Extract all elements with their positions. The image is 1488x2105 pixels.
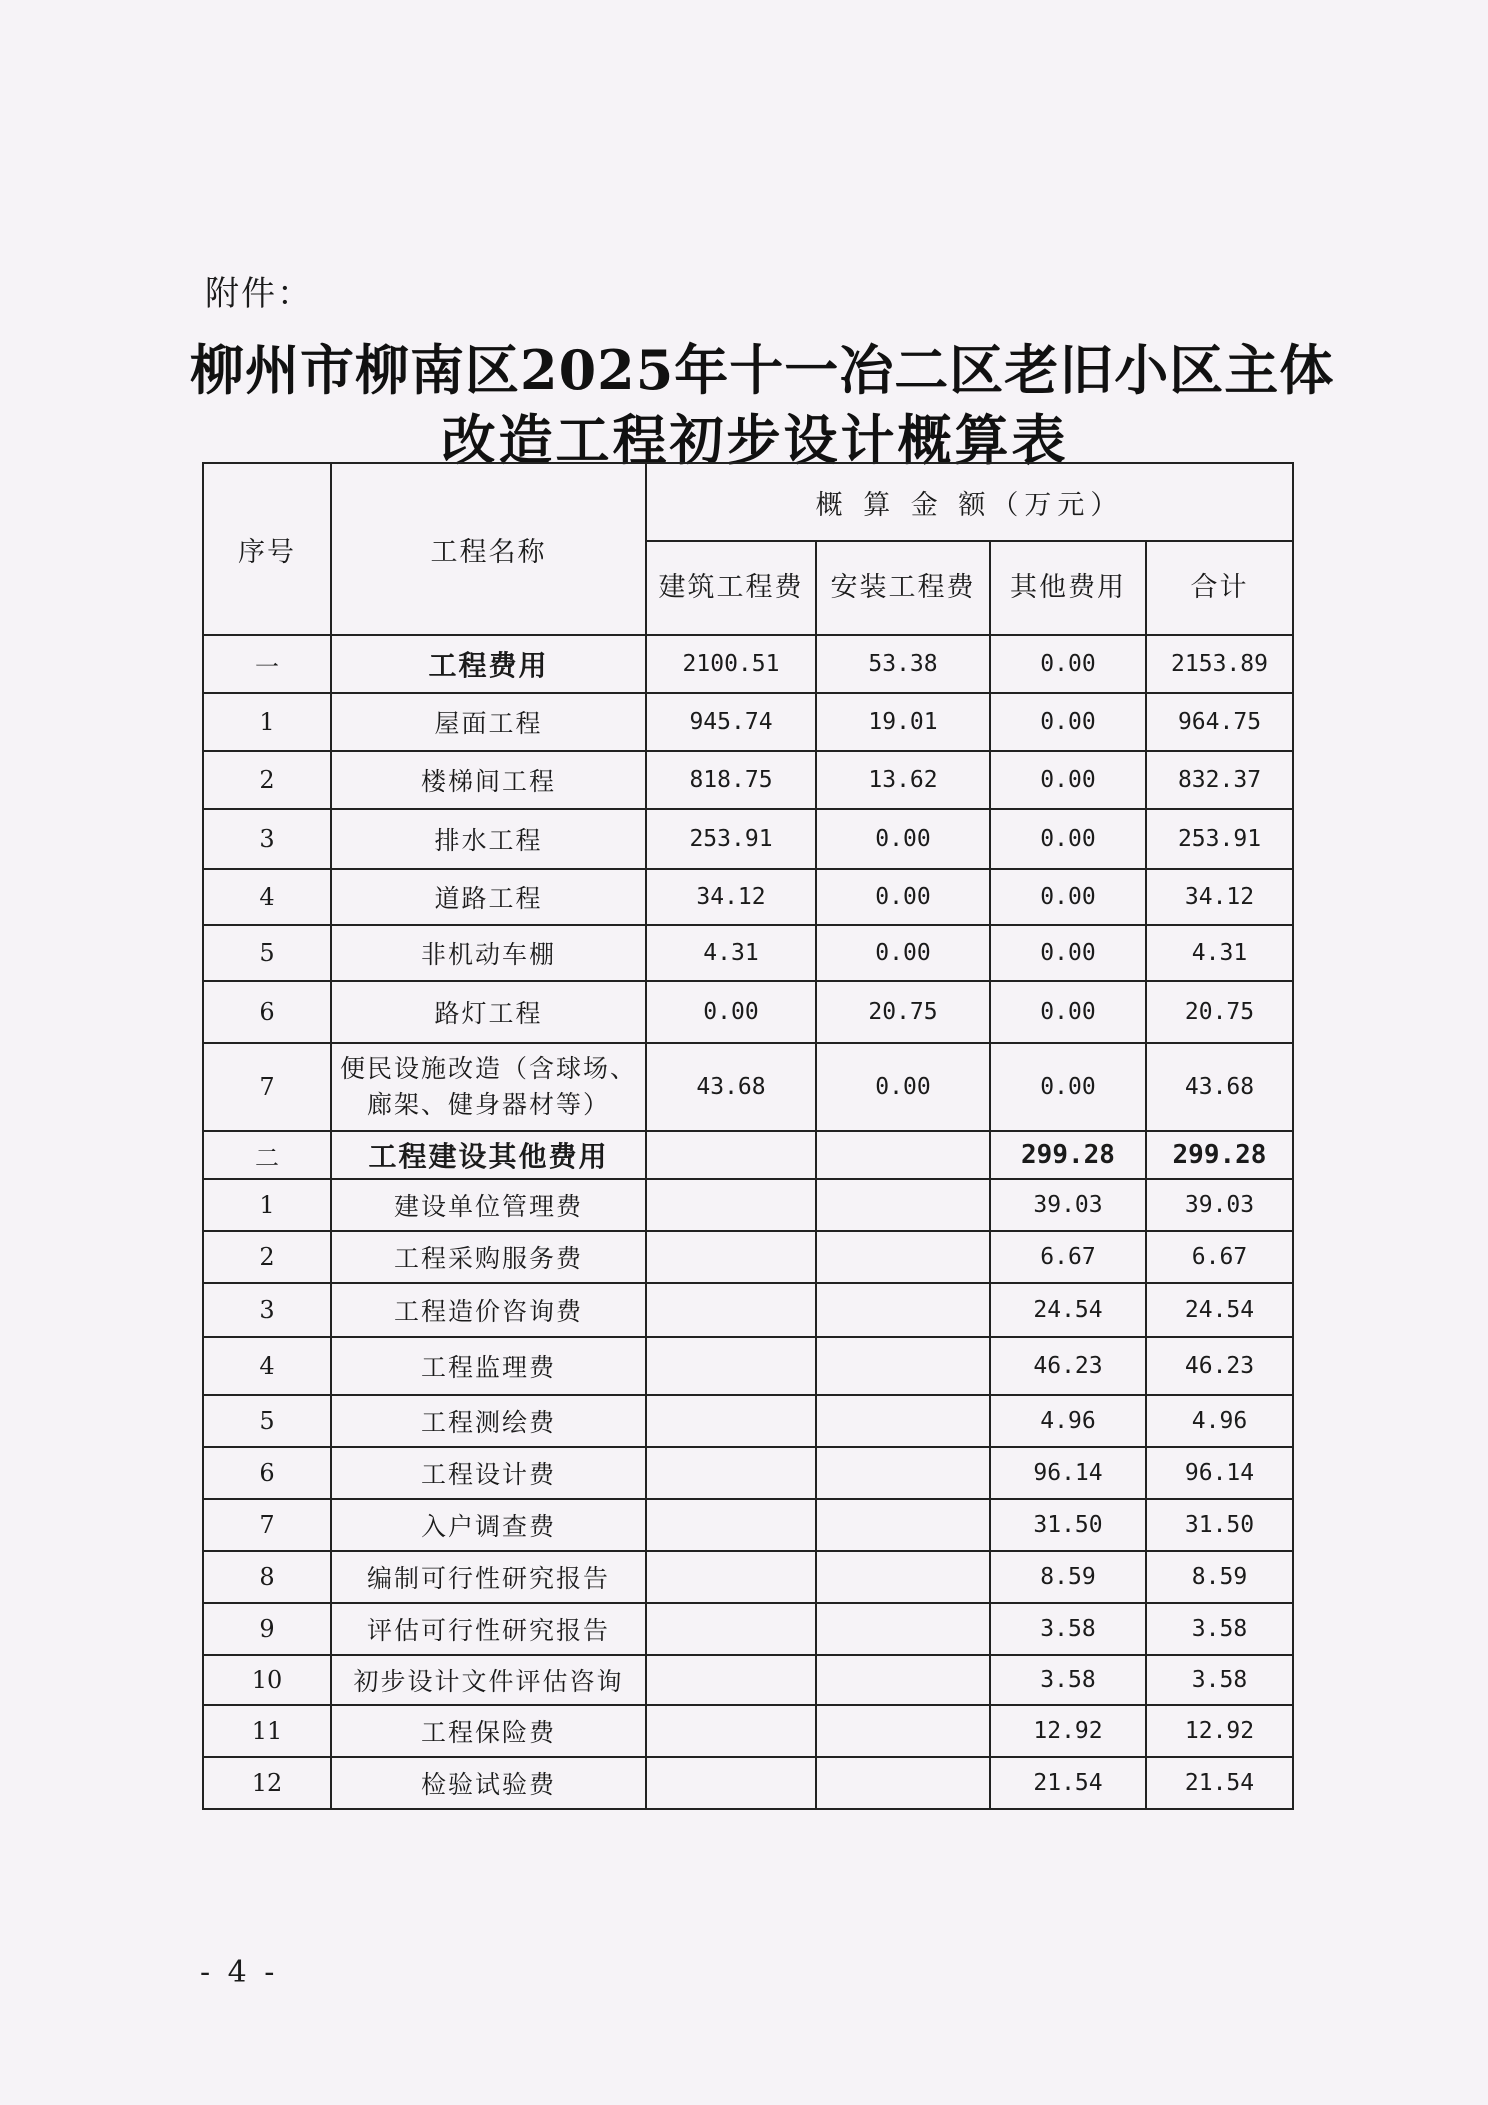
section-row [203, 1131, 1293, 1179]
row-total-cell: 832.37 [1146, 751, 1293, 809]
row-seq: 10 [203, 1655, 331, 1705]
row-installation-cell: 20.75 [816, 981, 990, 1043]
table-row [203, 1179, 1293, 1231]
table-row [203, 1705, 1293, 1757]
header-seq: 序号 [203, 463, 331, 635]
table-row [203, 869, 1293, 925]
row-total-cell: 3.58 [1146, 1655, 1293, 1705]
attachment-label: 附件： [205, 274, 313, 314]
row-installation-cell [816, 1655, 990, 1705]
row-other-cell: 0.00 [990, 809, 1146, 869]
row-project-name: 初步设计文件评估咨询 [331, 1655, 646, 1705]
row-installation-cell [816, 1231, 990, 1283]
row-construction-cell: 34.12 [646, 869, 816, 925]
row-seq: 7 [203, 1043, 331, 1131]
row-installation-cell [816, 1179, 990, 1231]
row-total-cell: 4.96 [1146, 1395, 1293, 1447]
row-seq: 9 [203, 1603, 331, 1655]
section-seq: 一 [203, 635, 331, 693]
row-project-name: 路灯工程 [331, 981, 646, 1043]
header-other-cost: 其他费用 [990, 541, 1146, 635]
row-total-cell: 964.75 [1146, 693, 1293, 751]
row-seq: 2 [203, 751, 331, 809]
budget-estimate-table [202, 462, 1294, 1810]
row-total-cell: 12.92 [1146, 1705, 1293, 1757]
row-other-cell: 0.00 [990, 981, 1146, 1043]
table-row [203, 1337, 1293, 1395]
table-row [203, 981, 1293, 1043]
row-construction-cell [646, 1395, 816, 1447]
row-seq: 3 [203, 1283, 331, 1337]
section-other-cell: 0.00 [990, 635, 1146, 693]
row-other-cell: 0.00 [990, 869, 1146, 925]
row-installation-cell: 0.00 [816, 809, 990, 869]
page-number: - 4 - [200, 1955, 279, 1990]
row-project-name: 工程监理费 [331, 1337, 646, 1395]
row-total-cell: 3.58 [1146, 1603, 1293, 1655]
row-total-cell: 8.59 [1146, 1551, 1293, 1603]
row-installation-cell: 19.01 [816, 693, 990, 751]
row-total-cell: 34.12 [1146, 869, 1293, 925]
table-row [203, 1499, 1293, 1551]
document-title-line-2: 改造工程初步设计概算表 [441, 408, 1069, 472]
row-construction-cell [646, 1655, 816, 1705]
row-installation-cell: 13.62 [816, 751, 990, 809]
row-seq: 6 [203, 981, 331, 1043]
section-name: 工程建设其他费用 [331, 1131, 646, 1179]
table-row [203, 693, 1293, 751]
row-installation-cell: 0.00 [816, 1043, 990, 1131]
row-total-cell: 4.31 [1146, 925, 1293, 981]
table-row [203, 1551, 1293, 1603]
document-title-line-1: 柳州市柳南区2025年十一冶二区老旧小区主体 [190, 338, 1335, 402]
row-seq: 4 [203, 1337, 331, 1395]
row-project-name: 评估可行性研究报告 [331, 1603, 646, 1655]
header-installation-cost: 安装工程费 [816, 541, 990, 635]
table-row [203, 925, 1293, 981]
row-construction-cell [646, 1603, 816, 1655]
row-seq: 11 [203, 1705, 331, 1757]
section-row [203, 635, 1293, 693]
row-other-cell: 31.50 [990, 1499, 1146, 1551]
table-row [203, 1283, 1293, 1337]
row-other-cell: 46.23 [990, 1337, 1146, 1395]
row-project-name: 便民设施改造（含球场、廊架、健身器材等） [331, 1043, 646, 1131]
row-construction-cell: 43.68 [646, 1043, 816, 1131]
row-other-cell: 24.54 [990, 1283, 1146, 1337]
row-construction-cell [646, 1231, 816, 1283]
row-other-cell: 3.58 [990, 1603, 1146, 1655]
table-row [203, 1655, 1293, 1705]
row-construction-cell [646, 1447, 816, 1499]
row-installation-cell [816, 1283, 990, 1337]
row-construction-cell [646, 1705, 816, 1757]
row-project-name: 工程测绘费 [331, 1395, 646, 1447]
row-installation-cell [816, 1499, 990, 1551]
row-installation-cell [816, 1447, 990, 1499]
row-installation-cell [816, 1603, 990, 1655]
table-row [203, 1603, 1293, 1655]
row-seq: 7 [203, 1499, 331, 1551]
row-seq: 1 [203, 693, 331, 751]
row-other-cell: 6.67 [990, 1231, 1146, 1283]
row-project-name: 道路工程 [331, 869, 646, 925]
row-installation-cell [816, 1337, 990, 1395]
row-total-cell: 20.75 [1146, 981, 1293, 1043]
row-total-cell: 253.91 [1146, 809, 1293, 869]
row-construction-cell [646, 1337, 816, 1395]
row-project-name: 工程保险费 [331, 1705, 646, 1757]
row-construction-cell: 0.00 [646, 981, 816, 1043]
row-other-cell: 96.14 [990, 1447, 1146, 1499]
row-installation-cell [816, 1395, 990, 1447]
row-construction-cell [646, 1179, 816, 1231]
table-row [203, 1395, 1293, 1447]
row-other-cell: 3.58 [990, 1655, 1146, 1705]
row-seq: 1 [203, 1179, 331, 1231]
row-project-name: 非机动车棚 [331, 925, 646, 981]
row-installation-cell [816, 1757, 990, 1809]
row-construction-cell [646, 1499, 816, 1551]
row-project-name: 编制可行性研究报告 [331, 1551, 646, 1603]
section-seq: 二 [203, 1131, 331, 1179]
row-total-cell: 31.50 [1146, 1499, 1293, 1551]
row-project-name: 建设单位管理费 [331, 1179, 646, 1231]
row-other-cell: 8.59 [990, 1551, 1146, 1603]
row-construction-cell: 253.91 [646, 809, 816, 869]
row-total-cell: 24.54 [1146, 1283, 1293, 1337]
section-installation-cell [816, 1131, 990, 1179]
row-other-cell: 4.96 [990, 1395, 1146, 1447]
row-installation-cell: 0.00 [816, 869, 990, 925]
row-seq: 4 [203, 869, 331, 925]
row-seq: 5 [203, 1395, 331, 1447]
row-seq: 8 [203, 1551, 331, 1603]
row-project-name: 屋面工程 [331, 693, 646, 751]
row-seq: 2 [203, 1231, 331, 1283]
header-project-name: 工程名称 [331, 463, 646, 635]
table-row [203, 1757, 1293, 1809]
row-installation-cell [816, 1551, 990, 1603]
row-construction-cell: 4.31 [646, 925, 816, 981]
header-construction-cost: 建筑工程费 [646, 541, 816, 635]
row-project-name: 排水工程 [331, 809, 646, 869]
row-other-cell: 0.00 [990, 925, 1146, 981]
header-amount-group: 概 算 金 额（万元） [646, 463, 1293, 541]
row-construction-cell [646, 1757, 816, 1809]
row-other-cell: 0.00 [990, 1043, 1146, 1131]
row-seq: 6 [203, 1447, 331, 1499]
row-project-name: 工程采购服务费 [331, 1231, 646, 1283]
row-other-cell: 0.00 [990, 693, 1146, 751]
row-project-name: 工程造价咨询费 [331, 1283, 646, 1337]
table-row [203, 1231, 1293, 1283]
row-construction-cell: 818.75 [646, 751, 816, 809]
table-row [203, 1447, 1293, 1499]
row-seq: 12 [203, 1757, 331, 1809]
table-row [203, 1043, 1293, 1131]
row-project-name: 楼梯间工程 [331, 751, 646, 809]
row-construction-cell [646, 1283, 816, 1337]
row-other-cell: 21.54 [990, 1757, 1146, 1809]
section-construction-cell: 2100.51 [646, 635, 816, 693]
row-total-cell: 43.68 [1146, 1043, 1293, 1131]
row-other-cell: 0.00 [990, 751, 1146, 809]
table-row [203, 809, 1293, 869]
row-total-cell: 39.03 [1146, 1179, 1293, 1231]
section-other-cell: 299.28 [990, 1131, 1146, 1179]
table-body [203, 635, 1293, 1809]
row-installation-cell [816, 1705, 990, 1757]
row-seq: 3 [203, 809, 331, 869]
section-construction-cell [646, 1131, 816, 1179]
row-total-cell: 6.67 [1146, 1231, 1293, 1283]
section-total-cell: 2153.89 [1146, 635, 1293, 693]
row-total-cell: 46.23 [1146, 1337, 1293, 1395]
row-installation-cell: 0.00 [816, 925, 990, 981]
row-construction-cell: 945.74 [646, 693, 816, 751]
table-row [203, 751, 1293, 809]
section-total-cell: 299.28 [1146, 1131, 1293, 1179]
row-seq: 5 [203, 925, 331, 981]
row-project-name: 工程设计费 [331, 1447, 646, 1499]
section-installation-cell: 53.38 [816, 635, 990, 693]
row-project-name: 检验试验费 [331, 1757, 646, 1809]
row-total-cell: 21.54 [1146, 1757, 1293, 1809]
section-name: 工程费用 [331, 635, 646, 693]
header-total: 合计 [1146, 541, 1293, 635]
row-other-cell: 39.03 [990, 1179, 1146, 1231]
row-other-cell: 12.92 [990, 1705, 1146, 1757]
row-total-cell: 96.14 [1146, 1447, 1293, 1499]
row-construction-cell [646, 1551, 816, 1603]
row-project-name: 入户调查费 [331, 1499, 646, 1551]
